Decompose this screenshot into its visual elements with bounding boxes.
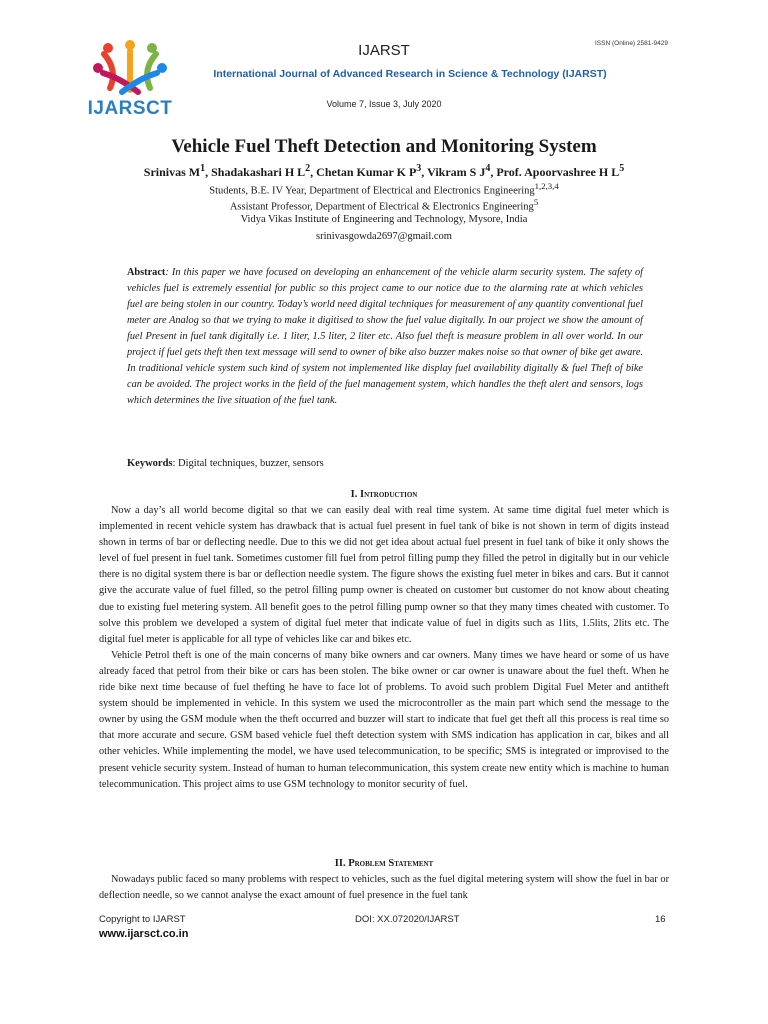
- introduction-body: [99, 503, 669, 793]
- footer-website-link[interactable]: www.ijarsct.co.in: [99, 928, 189, 940]
- journal-full-name: International Journal of Advanced Research in Science & Technology (IJARST): [213, 68, 607, 80]
- author-sup: 4: [485, 163, 491, 174]
- author-sup: 5: [619, 163, 625, 174]
- affiliation-text: Assistant Professor, Department of Electrical & Electronics Engineering: [229, 201, 534, 213]
- affiliation-institute: Vidya Vikas Institute of Engineering and Technology, Mysore, India: [240, 214, 528, 225]
- volume-issue: Volume 7, Issue 3, July 2020: [326, 99, 442, 109]
- abstract-text: : In this paper we have focused on developing an enhancement of the vehicle alarm security system. The safety of vehicles fuel is extremely essential for public so this project came to our notice due to the alarming rate at which vehicles fuel are being stolen in our country. Today’s world need digital techniques for measurement of any quantity conventional fuel meter are Analog so that we trying to make it digitised to show the fuel value digitally. In our project we show the amount of fuel Present in fuel tank digitally i.e. 1 liter, 1.5 liter, 2 liter etc. Also fuel theft is measure problem in all over world. In our project if fuel gets theft then text message will send to owner of bike also buzzer makes noise so that owner of bike get aware. In traditional vehicle system such kind of system not implemented like display fuel availability digitally & fuel Theft of bike can be avoided. The project works in the field of the fuel management system, which handles the theft alert and sensors, logs which determines the live situation of the fuel tank.: [127, 267, 643, 406]
- keywords-text: : Digital techniques, buzzer, sensors: [172, 458, 324, 469]
- issn-label: ISSN (Online) 2581-9429: [595, 40, 668, 47]
- author-name: Vikram S J: [427, 165, 486, 179]
- affiliation-professor: [0, 197, 768, 213]
- paragraph: Vehicle Petrol theft is one of the main concerns of many bike owners and car owners. Many times we have heard or some of us have already faced that petrol from their bike or cars has been stolen. The bike owner or car owner is unaware about the fuel theft. When he ride bike next time because of fuel thefting he have to face lot of problems. To avoid such problem Digital Fuel Meter and antitheft system should be implemented in vehicle. In this system we used the microcontroller as the main part which send the message to the owner by using the GSM module when the theft occurred and buzzer will start to indicate that fuel get theft all this process is real time so that more accurate and secure. GSM based vehicle fuel theft detection system with SMS indication has application in car, bikes and all other vehicles. While implementing the model, we have used telecommunication, to be specific; SMS is integrated or improvised to the present vehicle security system. Instead of human to human telecommunication, this system create new entity which is machine to human telecommunication. This project aims to use GSM technology to monitor security of fuel.: [99, 649, 669, 790]
- paper-title: Vehicle Fuel Theft Detection and Monitoring System: [171, 136, 597, 157]
- author-name: Chetan Kumar K P: [316, 165, 417, 179]
- section-heading-introduction: I. Introduction: [350, 489, 418, 500]
- paragraph: Nowadays public faced so many problems with respect to vehicles, such as the fuel digital metering system will show the fuel in bar or deflection needle, so we cannot analyse the exact amount of fuel presence in the fuel tank: [99, 874, 669, 902]
- paragraph: Now a day’s all world become digital so that we can easily deal with real time system. At same time digital fuel meter which is implemented in recent vehicle system has drawback that is actual fuel present in fuel tank of bike is not shown in term of digits instead shown in terms of bar or deflecting needle. Due to this we did not get idea about actual fuel present in fuel tank of bike it only shows the level of fuel present in fuel tank. Sometimes customer fill fuel from petrol filling pump they filled the petrol in digitally but in our vehicle there is no digital system there is bar or deflection needle system. The figure shows the existing fuel meter in bikes and cars. But it cannot give the accurate value of fuel filled, so the petrol filling pump owner is cheated on customer but customer do not know about cheating due to existing fuel metering system. All benefit goes to the petrol filling pump owner so that they many times cheated with customer. To solve this problem we developed a system of digital fuel meter that indicate value of fuel in digits such as 1lits, 1.5lits, 2lits etc. The digital fuel meter is applicable for all type of vehicles like car and bikes etc.: [99, 505, 669, 645]
- affiliation-text: Students, B.E. IV Year, Department of Electrical and Electronics Engineering: [209, 185, 535, 197]
- section-heading-problem-statement: II. Problem Statement: [334, 858, 434, 869]
- page-number: 16: [655, 914, 666, 925]
- author-sup: 3: [416, 163, 422, 174]
- affiliation-students: [0, 181, 768, 197]
- author-sup: 2: [305, 163, 311, 174]
- footer-doi: DOI: XX.072020/IJARST: [355, 914, 460, 925]
- affiliation-sup: 5: [533, 197, 539, 207]
- keywords-label: Keywords: [127, 458, 173, 469]
- problem-statement-body: [99, 872, 669, 904]
- keywords: [127, 458, 643, 469]
- abstract-label: Abstract: [127, 267, 166, 278]
- page-header: [0, 0, 768, 125]
- author-name: Prof. Apoorvashree H L: [496, 165, 620, 179]
- logo-text: IJARSCT: [87, 98, 173, 119]
- author-list: Srinivas $M^1$, Shadakashari H $L^2$, Chetan Kumar K $P^3$, Vikram S $J^4$, Prof. Apoorvashree H $L^5$: [143, 163, 625, 179]
- author-email: srinivasgowda2697@gmail.com: [316, 231, 452, 242]
- abstract: [127, 265, 643, 409]
- footer-copyright: Copyright to IJARST: [99, 914, 186, 925]
- affiliation-sup: 1,2,3,4: [534, 181, 559, 191]
- author-name: Srinivas M: [143, 165, 201, 179]
- journal-short-name: IJARST: [358, 42, 410, 59]
- author-name: Shadakashari H L: [211, 165, 306, 179]
- author-sup: 1: [200, 163, 206, 174]
